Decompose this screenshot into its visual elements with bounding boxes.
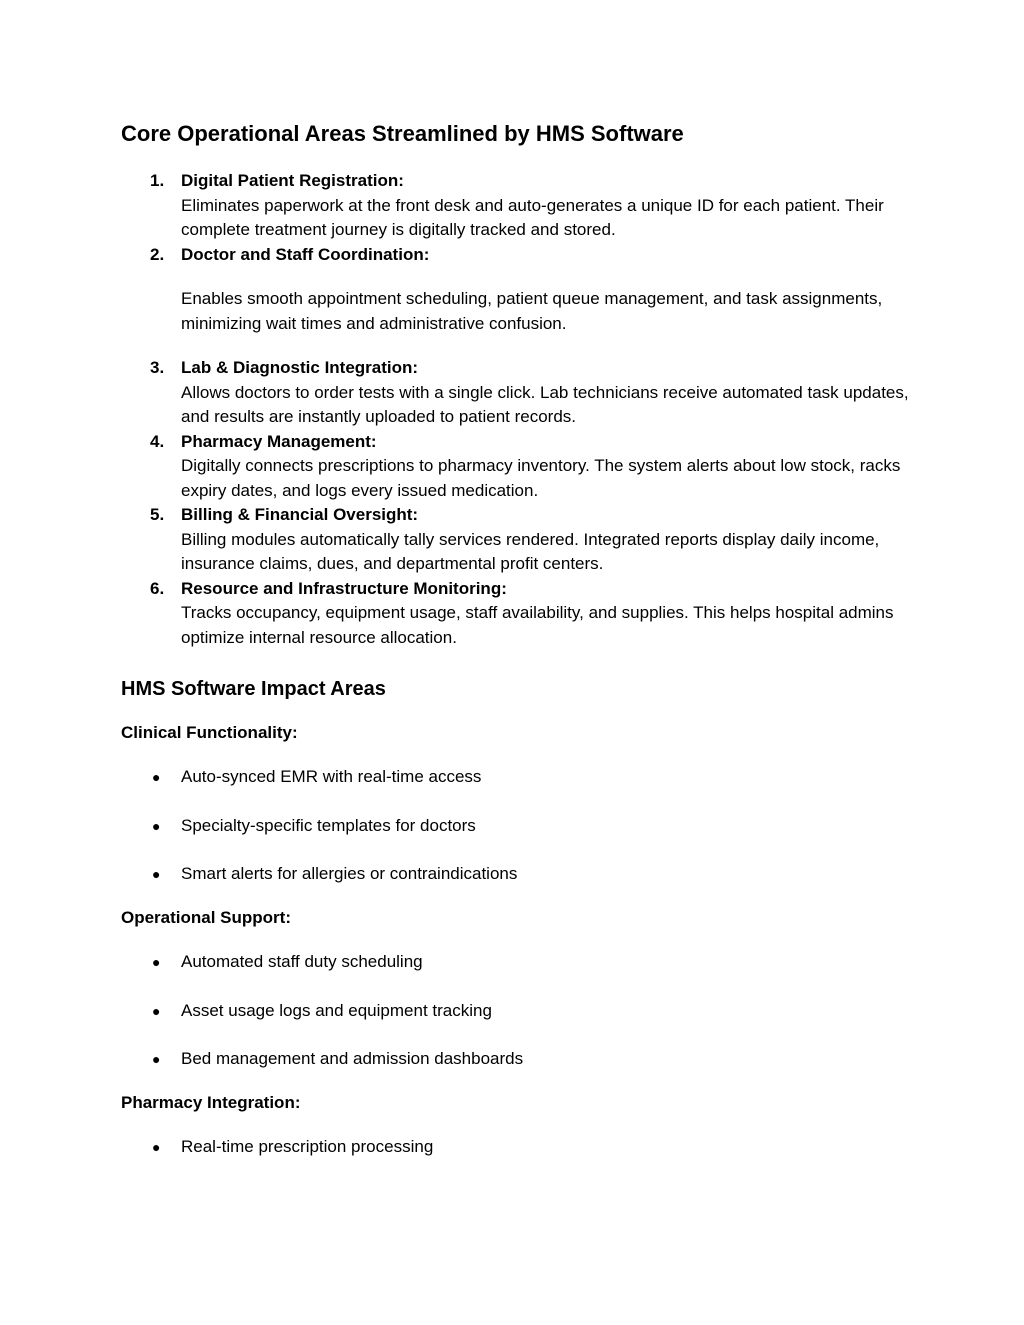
- list-item-text: Automated staff duty scheduling: [181, 952, 423, 971]
- section-heading-clinical: Clinical Functionality:: [121, 723, 298, 742]
- list-item-title: Resource and Infrastructure Monitoring:: [181, 578, 507, 598]
- list-item-text: Auto-synced EMR with real-time access: [181, 767, 482, 786]
- operational-list: [121, 950, 1024, 1071]
- list-item-title: Lab & Diagnostic Integration:: [181, 358, 419, 377]
- pharmacy-list: [121, 1135, 1024, 1159]
- list-item-description: Allows doctors to order tests with a single click. Lab technicians receive automated task updates, and results are instantly uploaded to patient records.: [181, 382, 909, 426]
- list-item-title: Billing & Financial Oversight:: [181, 505, 419, 524]
- list-number: 1.: [150, 171, 165, 190]
- list-item-text: Asset usage logs and equipment tracking: [181, 1000, 492, 1020]
- list-item-description: Eliminates paperwork at the front desk and auto-generates a unique ID for each patient. Their complete treatment journey is digitally tracked and stored.: [181, 195, 884, 239]
- list-item-description: Enables smooth appointment scheduling, patient queue management, and task assignments, minimizing wait times and administrative confusion.: [181, 289, 883, 333]
- list-item: [121, 1135, 1024, 1159]
- list-item: [121, 1047, 1024, 1071]
- list-number: 5.: [150, 505, 165, 524]
- list-item: [121, 243, 921, 337]
- list-item-text: Smart alerts for allergies or contraindications: [181, 864, 518, 883]
- section-heading-pharmacy: Pharmacy Integration:: [121, 1093, 301, 1112]
- list-number: 2.: [150, 244, 165, 264]
- list-item-description: Billing modules automatically tally services rendered. Integrated reports display daily income, insurance claims, dues, and departmental profit centers.: [181, 529, 880, 573]
- list-number: 4.: [150, 431, 165, 451]
- list-item-title: Pharmacy Management:: [181, 431, 377, 451]
- bullet-icon: ●: [152, 866, 161, 882]
- list-item: [121, 356, 921, 430]
- bullet-icon: ●: [152, 769, 161, 785]
- impact-areas-heading: HMS Software Impact Areas: [121, 678, 386, 700]
- list-item: [121, 577, 921, 651]
- list-number: 6.: [150, 578, 165, 598]
- list-number: 3.: [150, 358, 165, 377]
- clinical-list: [121, 765, 1024, 886]
- list-item-text: Specialty-specific templates for doctors: [181, 815, 476, 835]
- list-item-title: Digital Patient Registration:: [181, 171, 404, 190]
- list-item-description: Tracks occupancy, equipment usage, staff availability, and supplies. This helps hospital admins optimize internal resource allocation.: [181, 603, 894, 647]
- list-item: [121, 503, 921, 577]
- bullet-icon: ●: [152, 1002, 161, 1019]
- section-heading-operational: Operational Support:: [121, 908, 291, 927]
- list-item-text: Bed management and admission dashboards: [181, 1049, 524, 1068]
- list-item-title: Doctor and Staff Coordination:: [181, 244, 430, 264]
- bullet-icon: ●: [152, 817, 161, 834]
- list-item-text: Real-time prescription processing: [181, 1137, 434, 1156]
- bullet-icon: ●: [152, 1139, 161, 1155]
- list-item-description: Digitally connects prescriptions to pharmacy inventory. The system alerts about low stock, racks expiry dates, and logs every issued medication.: [181, 456, 901, 500]
- bullet-icon: ●: [152, 1051, 161, 1067]
- page-title: Core Operational Areas Streamlined by HMS Software: [121, 121, 684, 146]
- list-item: [121, 999, 1024, 1023]
- list-item: [121, 814, 1024, 838]
- list-item: [121, 765, 1024, 789]
- operational-areas-list: [121, 169, 921, 650]
- list-item: [121, 862, 1024, 886]
- list-item: [121, 169, 921, 243]
- list-item: [121, 950, 1024, 974]
- bullet-icon: ●: [152, 954, 161, 970]
- list-item: [121, 430, 921, 504]
